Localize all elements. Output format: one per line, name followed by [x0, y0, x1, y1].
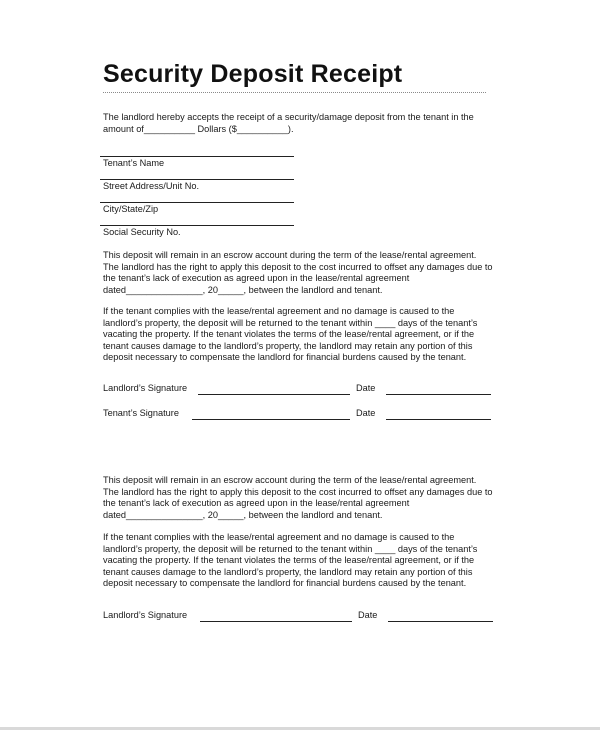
street-address-label: Street Address/Unit No.	[103, 181, 200, 191]
tenant-name-label: Tenant’s Name	[103, 158, 165, 168]
escrow-line: This deposit will remain in an escrow account during the term of the lease/rental agreement.	[103, 250, 477, 260]
city-state-zip-label: City/State/Zip	[103, 204, 159, 214]
compliance-line: deposit necessary to compensate the landlord for financial burdens caused by the tenant.	[103, 352, 467, 363]
compliance-line: tenant causes damage to the landlord’s property, the landlord may retain any portion of this	[103, 566, 473, 577]
ssn-label: Social Security No.	[103, 227, 181, 237]
city-state-zip-line[interactable]	[100, 202, 294, 203]
document-title: Security Deposit Receipt	[103, 60, 403, 88]
escrow-line: The landlord has the right to apply this deposit to the cost incurred to offset any damages due to	[103, 261, 493, 272]
compliance-line: deposit necessary to compensate the landlord for financial burdens caused by the tenant.	[103, 578, 467, 589]
escrow-paragraph-2	[103, 475, 523, 521]
intro-line: The landlord hereby accepts the receipt of a security/damage deposit from the tenant in the	[103, 112, 474, 122]
compliance-line: tenant causes damage to the landlord’s property, the landlord may retain any portion of this	[103, 340, 473, 351]
compliance-paragraph	[103, 306, 523, 364]
landlord-date-line-2[interactable]	[388, 621, 493, 622]
date-label: Date	[356, 383, 376, 393]
compliance-line: If the tenant complies with the lease/rental agreement and no damage is caused to the	[103, 532, 455, 542]
title-divider	[103, 92, 486, 93]
compliance-paragraph-2	[103, 532, 523, 590]
escrow-line: dated_______________, 20_____, between the landlord and tenant.	[103, 509, 383, 520]
compliance-line: landlord’s property, the deposit will be returned to the tenant within ____ days of the tenant’s	[103, 317, 478, 328]
escrow-line: This deposit will remain in an escrow account during the term of the lease/rental agreement.	[103, 475, 477, 485]
landlord-date-line[interactable]	[386, 394, 491, 395]
compliance-line: vacating the property. If the tenant violates the terms of the lease/rental agreement, or if the	[103, 329, 475, 340]
tenant-signature-label: Tenant’s Signature	[103, 408, 179, 418]
date-label: Date	[356, 408, 376, 418]
landlord-signature-label-2: Landlord’s Signature	[103, 610, 188, 620]
street-address-line[interactable]	[100, 179, 294, 180]
compliance-line: If the tenant complies with the lease/rental agreement and no damage is caused to the	[103, 306, 455, 316]
intro-line: amount of__________ Dollars ($__________).	[103, 123, 294, 134]
tenant-name-line[interactable]	[100, 156, 294, 157]
escrow-line: the tenant’s lack of execution as agreed upon in the lease/rental agreement	[103, 273, 410, 284]
tenant-signature-line[interactable]	[192, 419, 350, 420]
landlord-signature-line[interactable]	[198, 394, 350, 395]
intro-paragraph	[103, 112, 523, 135]
landlord-signature-line-2[interactable]	[200, 621, 352, 622]
compliance-line: landlord’s property, the deposit will be returned to the tenant within ____ days of the tenant’s	[103, 543, 478, 554]
ssn-line[interactable]	[100, 225, 294, 226]
landlord-signature-label: Landlord’s Signature	[103, 383, 188, 393]
escrow-line: The landlord has the right to apply this deposit to the cost incurred to offset any damages due to	[103, 486, 493, 497]
escrow-paragraph	[103, 250, 523, 296]
date-label-2: Date	[358, 610, 378, 620]
compliance-line: vacating the property. If the tenant violates the terms of the lease/rental agreement, or if the	[103, 555, 475, 566]
tenant-date-line[interactable]	[386, 419, 491, 420]
escrow-line: the tenant’s lack of execution as agreed upon in the lease/rental agreement	[103, 498, 410, 509]
escrow-line: dated_______________, 20_____, between the landlord and tenant.	[103, 284, 383, 295]
